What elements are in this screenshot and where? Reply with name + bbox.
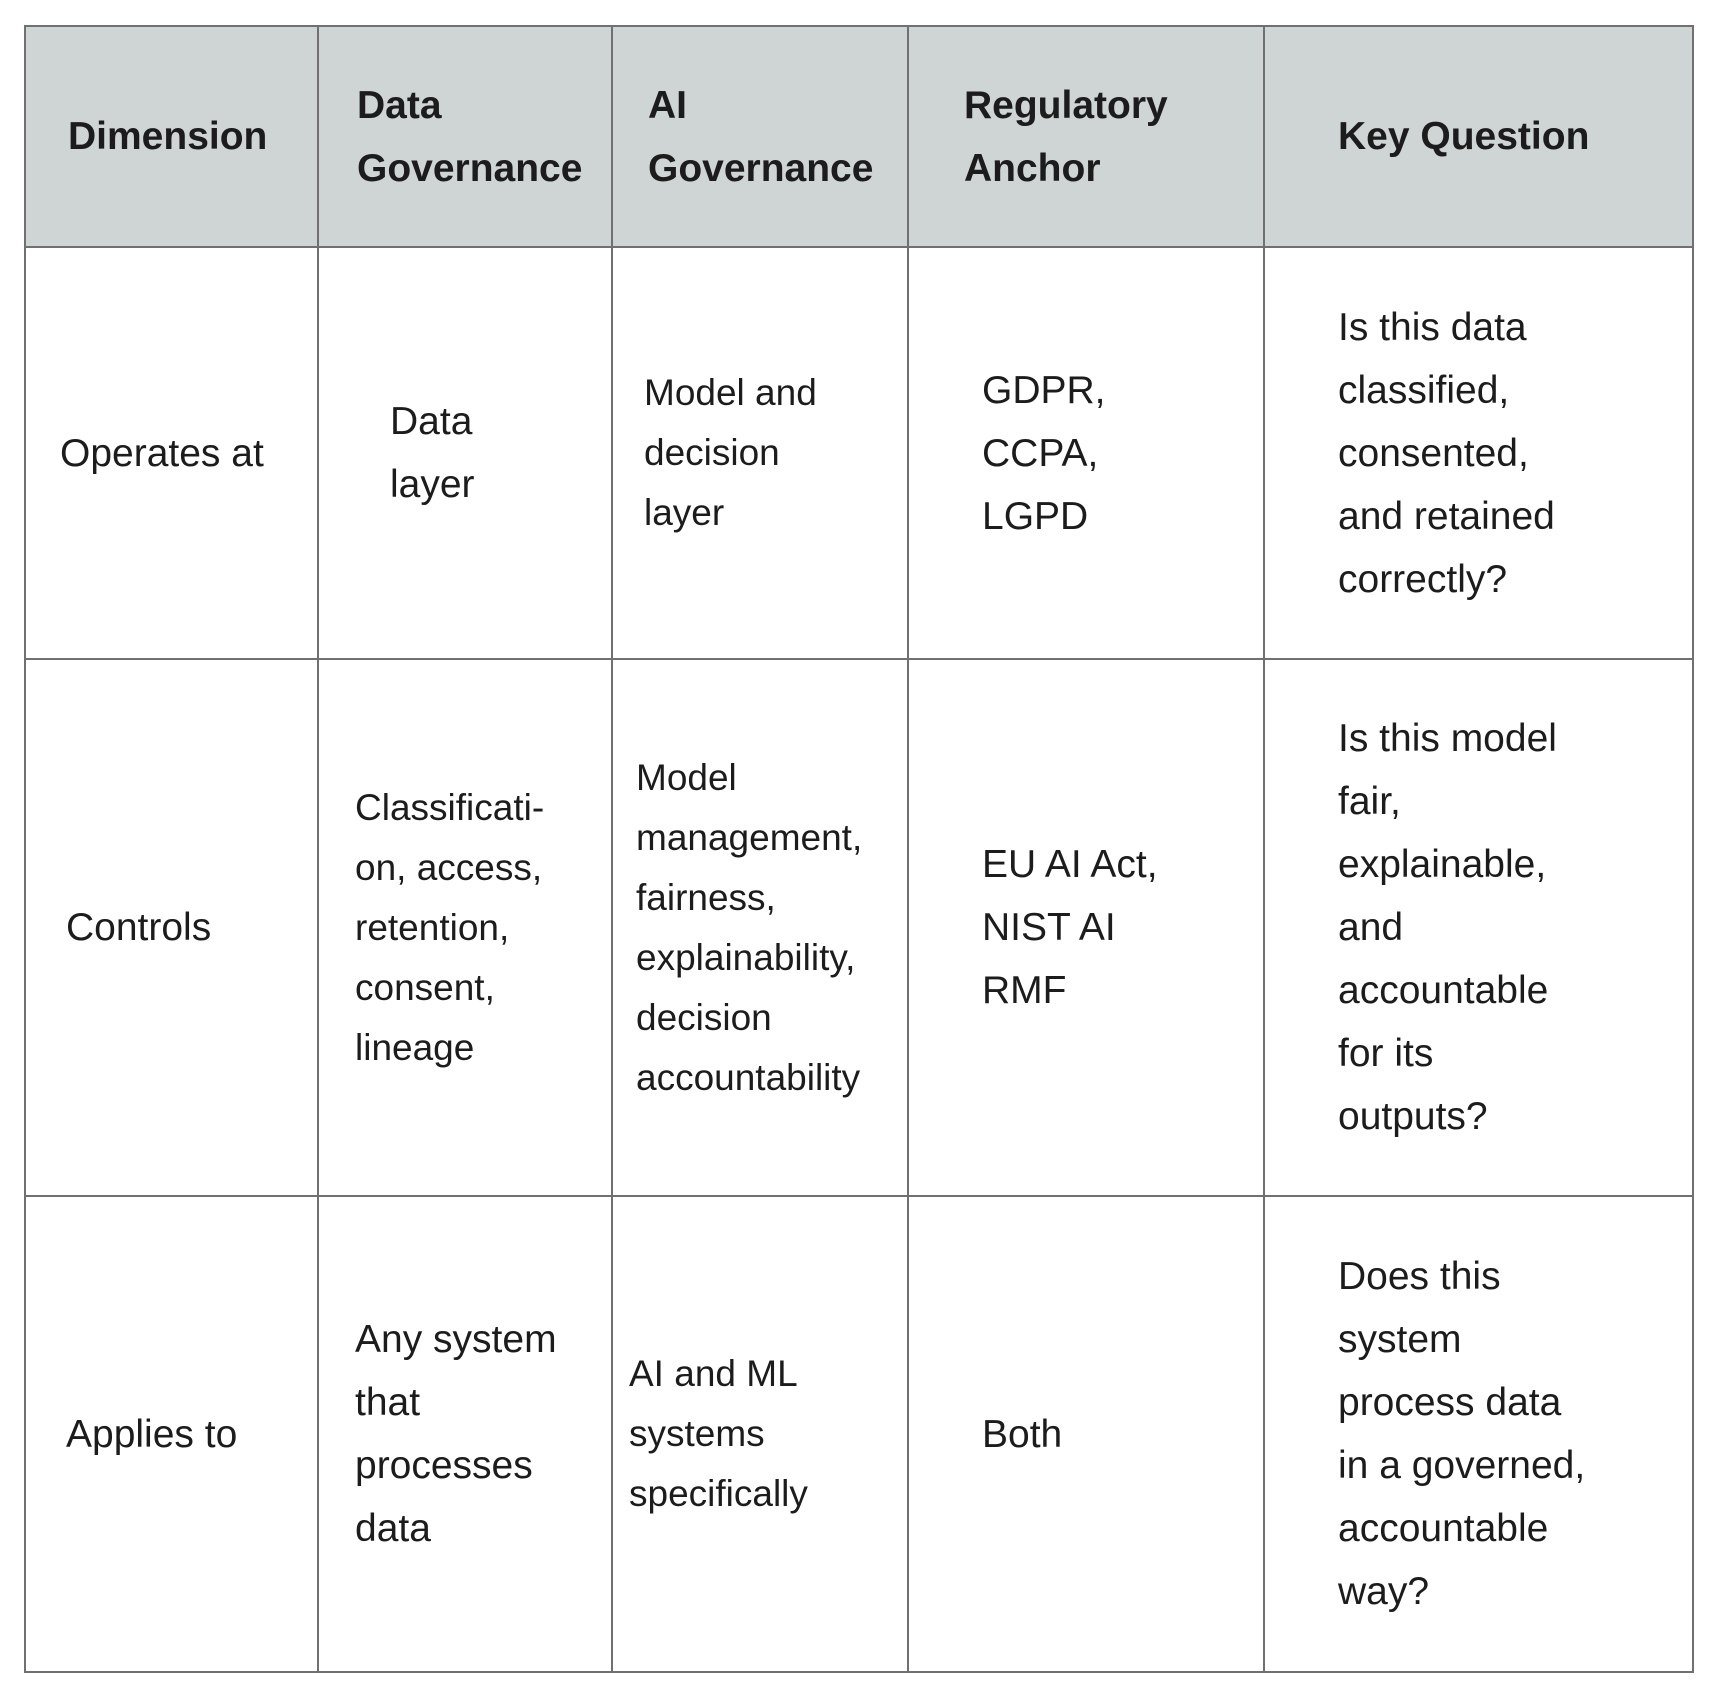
header-label: Regulatory Anchor (964, 83, 1168, 190)
header-cell-data-governance (319, 27, 613, 248)
row-3-ai-governance-cell (613, 1197, 909, 1671)
header-cell-ai-governance (613, 27, 909, 248)
row-3-dimension-cell (26, 1197, 319, 1671)
header-label: Data Governance (357, 83, 583, 190)
cell-text: EU AI Act, NIST AI RMF (982, 843, 1158, 1012)
row-3-data-governance-cell (319, 1197, 613, 1671)
row-1-data-governance-cell (319, 248, 613, 660)
row-2-dimension-cell (26, 660, 319, 1197)
row-1-regulatory-anchor-cell (909, 248, 1265, 660)
cell-text: Model management, fairness, explainability, decision accountability (636, 756, 863, 1098)
header-label: Key Question (1338, 115, 1590, 158)
row-3-regulatory-anchor-cell (909, 1197, 1265, 1671)
header-cell-dimension (26, 27, 319, 248)
header-label: AI Governance (648, 83, 874, 190)
row-2-regulatory-anchor-cell (909, 660, 1265, 1197)
cell-text: Is this model fair, explainable, and accountable for its outputs? (1338, 717, 1557, 1138)
cell-text: Operates at (60, 431, 264, 475)
header-cell-key-question (1265, 27, 1692, 248)
row-1-ai-governance-cell (613, 248, 909, 660)
row-2-key-question-cell (1265, 660, 1692, 1197)
cell-text: AI and ML systems specifically (629, 1353, 808, 1514)
cell-text: GDPR, CCPA, LGPD (982, 368, 1106, 538)
row-3-key-question-cell (1265, 1197, 1692, 1671)
comparison-table (24, 25, 1694, 1673)
header-label: Dimension (68, 115, 268, 158)
row-1-dimension-cell (26, 248, 319, 660)
cell-text: Controls (66, 906, 212, 949)
row-2-data-governance-cell (319, 660, 613, 1197)
cell-text: Classificati- on, access, retention, consent, lineage (355, 786, 545, 1068)
cell-text: Any system that processes data (355, 1318, 557, 1550)
cell-text: Model and decision layer (644, 372, 817, 533)
row-1-key-question-cell (1265, 248, 1692, 660)
cell-text: Data layer (390, 400, 475, 506)
cell-text: Applies to (66, 1412, 238, 1456)
cell-text: Both (982, 1412, 1063, 1456)
row-2-ai-governance-cell (613, 660, 909, 1197)
header-cell-regulatory-anchor (909, 27, 1265, 248)
cell-text: Is this data classified, consented, and retained correctly? (1338, 305, 1555, 601)
cell-text: Does this system process data in a governed, accountable way? (1338, 1255, 1586, 1613)
